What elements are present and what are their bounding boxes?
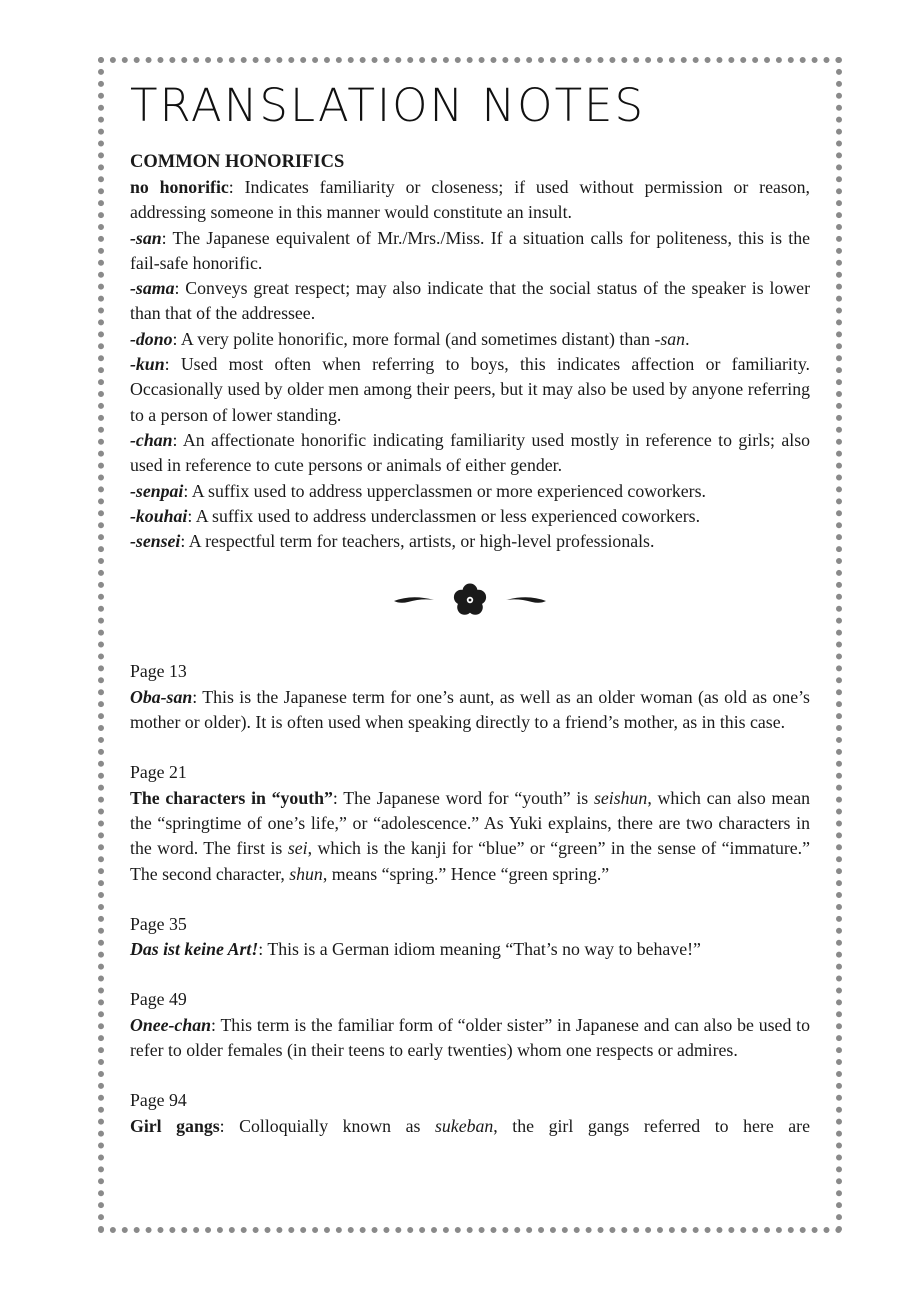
honorific-term: -chan [130, 429, 173, 450]
honorific-entry: -dono: A very polite honorific, more formal (and sometimes distant) than -san. [130, 328, 690, 349]
honorific-term: -dono [130, 328, 173, 349]
honorific-definition: A respectful term for teachers, artists, or high-level professionals. [188, 531, 655, 552]
note-block [130, 987, 810, 1063]
honorific-term: -kouhai [130, 505, 188, 526]
note-text: Oba-san: This is the Japanese term for one’s aunt, as well as an older woman (as old as one’s mother or older). It is often used when speaking directly to a friend’s mother, as in this case. [130, 686, 810, 733]
note-text: Girl gangs: Colloquially known as sukeban, the girl gangs referred to here are [130, 1115, 810, 1136]
honorific-definition: An affectionate honorific indicating familiarity used mostly in reference to girls; also used in reference to cute persons or animals of either gender. [130, 429, 810, 476]
honorific-entry: no honorific: Indicates familiarity or closeness; if used without permission or reason, addressing someone in this manner would constitute an insult. [130, 177, 811, 223]
note-term: Oba-san [130, 686, 193, 707]
honorific-definition: The Japanese equivalent of Mr./Mrs./Miss. If a situation calls for politeness, this is the fail-safe honorific. [130, 227, 810, 273]
honorific-definition: Indicates familiarity or closeness; if used without permission or reason, addressing someone in this manner would constitute an insult. [130, 177, 811, 223]
honorific-definition: Conveys great respect; may also indicate that the social status of the speaker is lower than that of the addressee. [130, 278, 810, 324]
honorific-definition: A suffix used to address upperclassmen or more experienced coworkers. [191, 480, 706, 501]
honorific-term: no honorific [130, 177, 229, 197]
note-text: Das ist keine Art!: This is a German idiom meaning “That’s no way to behave!” [130, 939, 701, 960]
honorific-entry: -sama: Conveys great respect; may also indicate that the social status of the speaker is lower than that of the addressee. [130, 278, 810, 324]
page-reference: Page 21 [130, 762, 187, 783]
honorific-term: -san [130, 227, 162, 248]
note-block [130, 912, 810, 963]
honorific-term: -sama [130, 278, 175, 299]
section-heading-honorifics: COMMON HONORIFICS [130, 152, 345, 172]
page-reference: Page 94 [130, 1090, 187, 1111]
honorific-term: -sensei [130, 531, 181, 552]
note-term: Girl gangs [130, 1115, 220, 1136]
honorific-entry: -sensei: A respectful term for teachers, artists, or high-level professionals. [130, 531, 655, 552]
honorific-entry: -san: The Japanese equivalent of Mr./Mrs./Miss. If a situation calls for politeness, this is the fail-safe honorific. [130, 227, 810, 273]
honorific-entry: -senpai: A suffix used to address upperclassmen or more experienced coworkers. [130, 480, 706, 501]
note-block [130, 1088, 810, 1139]
honorific-definition: A very polite honorific, more formal (and sometimes distant) than [180, 328, 655, 349]
honorific-entry: -kun: Used most often when referring to boys, this indicates affection or familiarity. Occasionally used by older men among their peers, but it may also be used by anyone referring to a person of lower standing. [130, 354, 810, 425]
honorific-term: -kun [130, 354, 165, 375]
plum-blossom-ornament-icon [392, 581, 548, 621]
note-text: Onee-chan: This term is the familiar form of “older sister” in Japanese and can also be used to refer to older females (in their teens to early twenties) whom one respects or admires. [130, 1014, 810, 1061]
honorific-definition: Used most often when referring to boys, this indicates affection or familiarity. Occasionally used by older men among their peers, but it may also be used by anyone referring to a person of lower standing. [130, 354, 810, 425]
section-divider [130, 554, 810, 659]
honorifics-list [130, 175, 810, 554]
note-term: Das ist keine Art! [130, 939, 259, 960]
honorific-entry: -kouhai: A suffix used to address underclassmen or less experienced coworkers. [130, 505, 701, 526]
honorific-definition: A suffix used to address underclassmen or less experienced coworkers. [195, 505, 701, 526]
honorific-entry: -chan: An affectionate honorific indicating familiarity used mostly in reference to girls; also used in reference to cute persons or animals of either gender. [130, 429, 810, 476]
page-title: TRANSLATION NOTES [130, 79, 646, 132]
note-term: Onee-chan [130, 1014, 211, 1035]
page-content [130, 76, 810, 1164]
page-reference: Page 13 [130, 661, 187, 682]
page-reference: Page 35 [130, 913, 187, 934]
note-block [130, 760, 810, 886]
note-block [130, 659, 810, 735]
note-text: The characters in “youth”: The Japanese word for “youth” is seishun, which can also mean the “springtime of one’s life,” or “adolescence.” As Yuki explains, there are two characters in the word. The first is sei, which is the kanji for “blue” or “green” in the sense of “immature.” The second character, shun, means “spring.” Hence “green spring.” [130, 787, 810, 884]
honorific-term: -senpai [130, 480, 184, 501]
page-reference: Page 49 [130, 989, 187, 1010]
note-term: The characters in “youth” [130, 787, 333, 808]
